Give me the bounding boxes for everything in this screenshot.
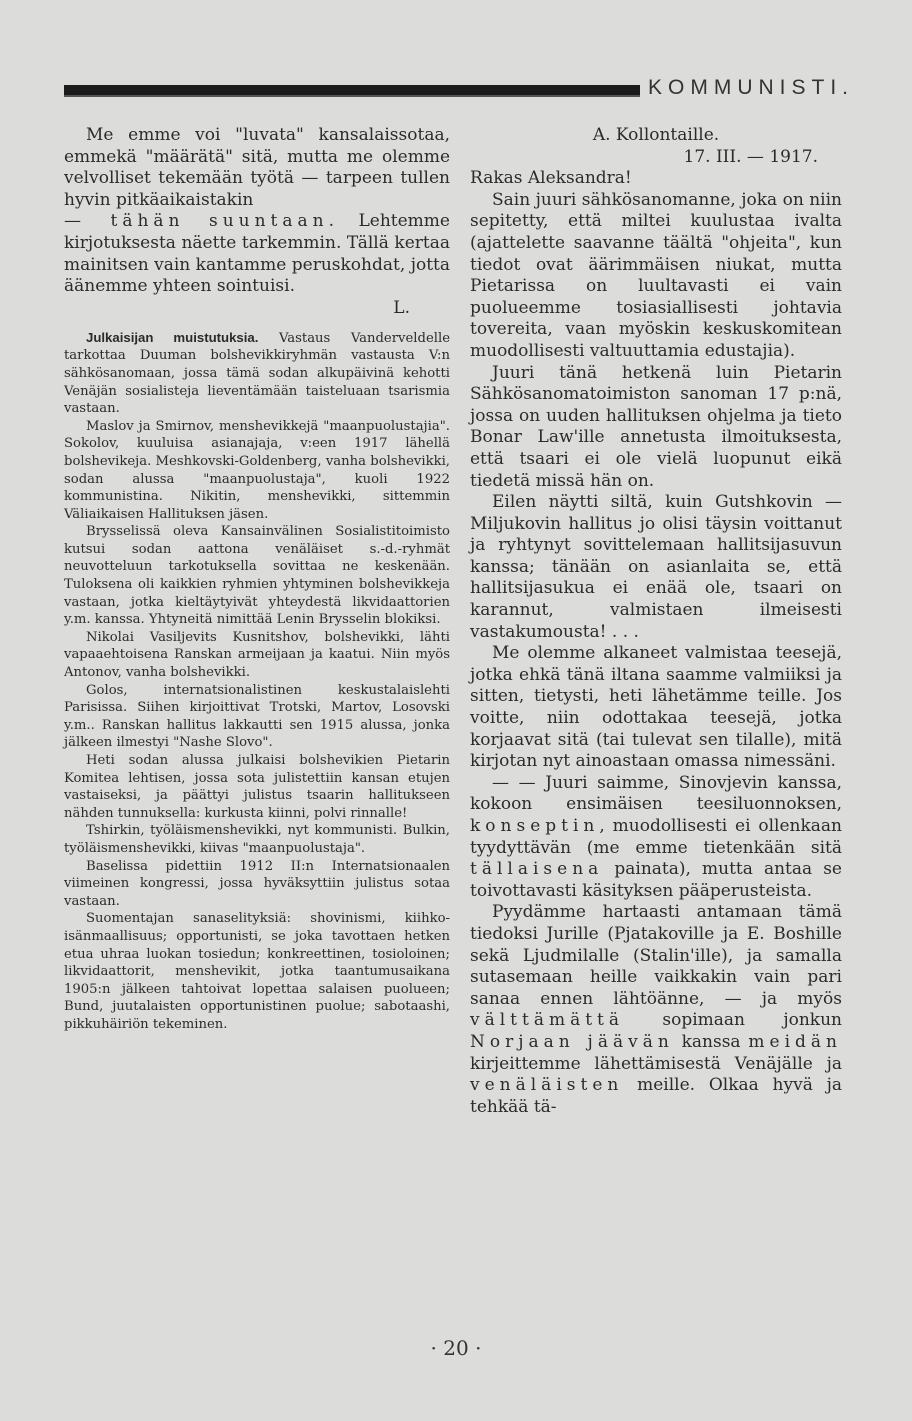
letter-paragraph: Eilen näytti siltä, kuin Gutshkovin —Miljukovin hallitus jo olisi täysin voittanut ja ryhtynyt sovittelemaan hallitsijasuvun kanssa; tänään on asianlaita se, että hallitsijasukua ei enää ole, tsaari on karannut, valmistaen ilmeisesti vastakumousta! . . . [470,492,842,642]
left-column [64,125,450,1034]
note-paragraph: Nikolai Vasiljevits Kusnitshov, bolshevikki, lähti vapaaehtoisena Ranskan armeijaan ja kaatui. Niin myös Antonov, vanha bolshevikki. [64,629,450,681]
intro-text-2: — tähän suuntaan. [64,211,339,232]
letter-date: 17. III. — 1917. [683,146,818,167]
letter-text: meille. Olkaa hyvä ja tehkää tä- [470,1075,842,1117]
note-paragraph: Heti sodan alussa julkaisi bolshevikien Pietarin Komitea lehtisen, jossa sota julistettiin kansan etujen vastaiseksi, ja päättyi julistus tsaarin hallitukseen nähden tunnuksella: kurkusta kiinni, polvi rinnalle! [64,753,450,821]
note-paragraph [64,329,450,418]
letter-text: , muodollisesti ei ollenkaan tyydyttävän (me emme tietenkään sitä [470,816,842,858]
letter-text: — — Juuri saimme, Sinovjevin kanssa, kokoon ensimäisen teesiluonnoksen, [470,772,842,815]
note-paragraph: Golos, internatsionalistinen keskustalaislehti Parisissa. Siihen kirjoittivat Trotski, Martov, Losovski y.m.. Ranskan hallitus lakkautti sen 1915 alussa, jonka jälkeen ilmestyi "Nashe Slovo". [64,682,450,751]
letter-text: painata), mutta antaa se toivottavasti käsityksen pääperusteista. [470,859,842,901]
letter-text: kirjeittemme lähettämisestä Venäjälle ja [470,1053,842,1074]
letter-text: kanssa [673,1031,749,1052]
note-text: Vastaus Vanderveldelle tarkottaa Duuman bolshevikkiryhmän vastausta V:n sähkösanomaan, jossa tämä sodan alkupäivinä kehotti Venäjän sosialisteja lieventämään taisteluaan tsarismia vastaan. [64,330,450,417]
letter-paragraph: Juuri tänä hetkenä luin Pietarin Sähkösanomatoimiston sanoman 17 p:nä, jossa on uuden hallituksen ohjelma ja tieto Bonar Law'ille annetusta ilmoituksesta, että tsaari ei ole vielä luopunut eikä tiedetä missä hän on. [470,362,842,491]
letter-text: Pyydämme hartaasti antamaan tämä tiedoksi Jurille (Pjatakoville ja E. Boshille sekä Ljudmilalle (Stalin'ille), ja samalla sutasemaan heille vaikkakin vain pari sanaa ennen lähtöänne, — ja myös [470,902,842,1009]
letter-paragraph [470,902,842,1118]
note-paragraph: Tshirkin, työläismenshevikki, nyt kommunisti. Bulkin, työläismenshevikki, kiivas "maanpuolustaja". [64,823,450,856]
letter-paragraph: Me olemme alkaneet valmistaa teesejä, jotka ehkä tänä iltana saamme valmiiksi ja sitten, tietysti, heti lähetämme teille. Jos voitte, niin odottakaa teesejä, jotka korjaavat sitä (tai tulevat sen tilalle), mitä kirjotan nyt ainoastaan omassa nimessäni. [470,643,842,772]
header [64,70,854,106]
intro-paragraph [64,125,450,298]
letter-emphasis: Norjaan jäävän [470,1031,674,1052]
letter-emphasis: tällaisena [470,859,604,880]
intro-text-1: Me emme voi "luvata" kansalaissotaa, emmekä "määrätä" sitä, mutta me olemme velvolliset tekemään työtä — tarpeen tullen hyvin pitkäaikaistakin [64,125,450,210]
header-rule [64,85,640,97]
letter-paragraph [470,773,842,903]
journal-title: KOMMUNISTI. [648,76,854,99]
letter-text: sopimaan jonkun [624,1010,842,1031]
note-paragraph: Baselissa pidettiin 1912 II:n Internatsionaalen viimeinen kongressi, jossa hyväksyttiin julistus sotaa vastaan. [64,858,450,909]
letter-author: A. Kollontaille. [592,125,720,145]
letter-salutation: Rakas Aleksandra! [470,168,632,189]
letter-emphasis: meidän [748,1031,842,1052]
letter-emphasis: venäläisten [470,1075,624,1096]
right-column [470,125,842,1118]
note-paragraph: Suomentajan sanaselityksiä: shovinismi, kiihko-isänmaallisuus; opportunisti, se joka tavottaen hetken etua uhraa luokan tosiedun; konkreettinen, tosioloinen; likvidaattorit, menshevikit, jotka taantumusaikana 1905:n jälkeen tahtoivat lopettaa salaisen puolueen; Bund, juutalaisten opportunistinen puolue; sabotaashi, pikkuhäiriön tekeminen. [64,911,450,1032]
letter-emphasis: välttämättä [470,1010,625,1031]
letter-emphasis: konseptin [470,816,600,836]
letter-paragraph: Sain juuri sähkösanomanne, joka on niin sepitetty, että miltei kuulustaa ivalta (ajattelette saavanne täältä "ohjeita", kun tiedot ovat äärimmäisen niukat, mutta Pietarissa on luultavasti ei vain puolueemme tosiasiallisesti johtavia tovereita, vaan myöskin keskuskomitean muodollisesti valtuuttamia edustajia). [470,189,842,361]
intro-text-3: Lehtemme kirjotuksesta näette tarkemmin. Tällä kertaa mainitsen vain kantamme peruskohdat, jotta äänemme yhteen sointuisi. [64,211,450,297]
page-number: · 20 · [430,1336,482,1360]
note-paragraph: Maslov ja Smirnov, menshevikkejä "maanpuolustajia". Sokolov, kuuluisa asianajaja, v:een 1917 lähellä bolshevikeja. Meshkovski-Goldenberg, vanha bolshevikki, sodan alussa "maanpuolustaja", kuoli 1922 kommunistina. Nikitin, menshevikki, sittemmin Väliaikaisen Hallituksen jäsen. [64,418,450,522]
notes-heading: Julkaisijan muistutuksia. [86,329,259,345]
signature: L. [393,297,410,318]
note-paragraph: Brysselissä oleva Kansainvälinen Sosialistitoimisto kutsui sodan aattona venäläiset s.-d.-ryhmät neuvotteluun tarkotuksella sovittaa ne keskenään. Tuloksena oli kaikkien ryhmien yhtyminen bolshevikkeja vastaan, jotka kieltäytyivät yhteydestä likvidaattorien y.m. kanssa. Yhtyneitä nimittää Lenin Brysselin blokiksi. [64,524,450,628]
